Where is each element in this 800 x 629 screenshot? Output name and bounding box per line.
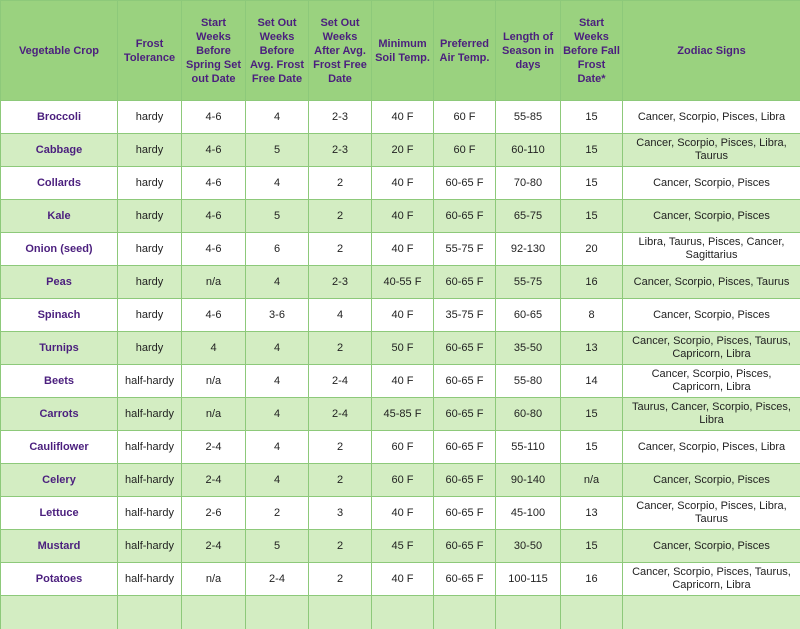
zodiac-cell: Cancer, Scorpio, Pisces, Libra	[623, 101, 800, 134]
frost-tolerance-cell: hardy	[118, 134, 182, 167]
start-weeks-spring-cell: 4	[182, 332, 246, 365]
air-temp-cell: 60-65 F	[434, 398, 496, 431]
frost-tolerance-cell: half-hardy	[118, 530, 182, 563]
start-weeks-spring-cell: 4-6	[182, 233, 246, 266]
crop-cell: Beets	[1, 365, 118, 398]
set-out-after-cell: 2	[309, 530, 372, 563]
header-frost-tolerance: Frost Tolerance	[118, 1, 182, 101]
season-length-cell	[496, 596, 561, 629]
table-row	[1, 530, 800, 563]
season-length-cell: 45-100	[496, 497, 561, 530]
start-weeks-fall-cell: 15	[561, 167, 623, 200]
table-row	[1, 431, 800, 464]
frost-tolerance-cell	[118, 596, 182, 629]
start-weeks-spring-cell: 2-4	[182, 530, 246, 563]
soil-temp-cell: 40 F	[372, 233, 434, 266]
air-temp-cell: 60-65 F	[434, 431, 496, 464]
start-weeks-fall-cell: 15	[561, 398, 623, 431]
zodiac-cell: Cancer, Scorpio, Pisces	[623, 299, 800, 332]
frost-tolerance-cell: half-hardy	[118, 563, 182, 596]
table-row	[1, 563, 800, 596]
table-row	[1, 596, 800, 629]
start-weeks-spring-cell: 4-6	[182, 134, 246, 167]
set-out-before-cell: 3-6	[246, 299, 309, 332]
frost-tolerance-cell: hardy	[118, 101, 182, 134]
soil-temp-cell: 60 F	[372, 431, 434, 464]
start-weeks-spring-cell: 2-6	[182, 497, 246, 530]
table-body	[1, 101, 800, 629]
zodiac-cell: Cancer, Scorpio, Pisces, Taurus, Capricorn, Libra	[623, 563, 800, 596]
zodiac-cell: Cancer, Scorpio, Pisces, Taurus, Capricorn, Libra	[623, 332, 800, 365]
header-preferred-air-temp: Preferred Air Temp.	[434, 1, 496, 101]
zodiac-cell: Cancer, Scorpio, Pisces	[623, 200, 800, 233]
crop-cell: Onion (seed)	[1, 233, 118, 266]
header-zodiac-signs: Zodiac Signs	[623, 1, 800, 101]
set-out-before-cell: 5	[246, 530, 309, 563]
header-vegetable-crop: Vegetable Crop	[1, 1, 118, 101]
start-weeks-spring-cell: 4-6	[182, 101, 246, 134]
air-temp-cell: 60-65 F	[434, 563, 496, 596]
crop-cell: Cabbage	[1, 134, 118, 167]
start-weeks-spring-cell: n/a	[182, 563, 246, 596]
start-weeks-fall-cell: 20	[561, 233, 623, 266]
frost-tolerance-cell: hardy	[118, 299, 182, 332]
zodiac-cell	[623, 596, 800, 629]
soil-temp-cell: 60 F	[372, 464, 434, 497]
header-set-out-weeks-before-frost: Set Out Weeks Before Avg. Frost Free Date	[246, 1, 309, 101]
soil-temp-cell: 40 F	[372, 167, 434, 200]
crop-cell: Lettuce	[1, 497, 118, 530]
table-row	[1, 200, 800, 233]
set-out-before-cell: 4	[246, 431, 309, 464]
zodiac-cell: Cancer, Scorpio, Pisces, Capricorn, Libra	[623, 365, 800, 398]
start-weeks-fall-cell: 15	[561, 101, 623, 134]
crop-cell: Kale	[1, 200, 118, 233]
start-weeks-fall-cell: 15	[561, 200, 623, 233]
season-length-cell: 55-80	[496, 365, 561, 398]
start-weeks-fall-cell: 16	[561, 563, 623, 596]
zodiac-cell: Taurus, Cancer, Scorpio, Pisces, Libra	[623, 398, 800, 431]
set-out-before-cell: 4	[246, 365, 309, 398]
zodiac-cell: Cancer, Scorpio, Pisces, Libra, Taurus	[623, 134, 800, 167]
crop-cell	[1, 596, 118, 629]
air-temp-cell	[434, 596, 496, 629]
season-length-cell: 55-75	[496, 266, 561, 299]
zodiac-cell: Cancer, Scorpio, Pisces, Taurus	[623, 266, 800, 299]
table-row	[1, 398, 800, 431]
set-out-after-cell: 2-3	[309, 134, 372, 167]
crop-cell: Collards	[1, 167, 118, 200]
season-length-cell: 90-140	[496, 464, 561, 497]
set-out-before-cell	[246, 596, 309, 629]
soil-temp-cell: 40 F	[372, 365, 434, 398]
set-out-before-cell: 2-4	[246, 563, 309, 596]
soil-temp-cell: 45 F	[372, 530, 434, 563]
table-row	[1, 167, 800, 200]
soil-temp-cell: 45-85 F	[372, 398, 434, 431]
set-out-after-cell: 2	[309, 200, 372, 233]
header-start-weeks-before-spring: Start Weeks Before Spring Set out Date	[182, 1, 246, 101]
frost-tolerance-cell: hardy	[118, 332, 182, 365]
table-row	[1, 101, 800, 134]
air-temp-cell: 60-65 F	[434, 464, 496, 497]
soil-temp-cell: 20 F	[372, 134, 434, 167]
soil-temp-cell: 40 F	[372, 497, 434, 530]
start-weeks-spring-cell: n/a	[182, 266, 246, 299]
set-out-before-cell: 4	[246, 101, 309, 134]
soil-temp-cell: 40-55 F	[372, 266, 434, 299]
frost-tolerance-cell: hardy	[118, 233, 182, 266]
season-length-cell: 35-50	[496, 332, 561, 365]
season-length-cell: 100-115	[496, 563, 561, 596]
set-out-after-cell: 2	[309, 167, 372, 200]
start-weeks-fall-cell: 13	[561, 332, 623, 365]
set-out-before-cell: 4	[246, 332, 309, 365]
air-temp-cell: 60 F	[434, 101, 496, 134]
header-minimum-soil-temp: Minimum Soil Temp.	[372, 1, 434, 101]
set-out-before-cell: 5	[246, 200, 309, 233]
air-temp-cell: 60-65 F	[434, 200, 496, 233]
set-out-after-cell: 2	[309, 563, 372, 596]
crop-cell: Spinach	[1, 299, 118, 332]
zodiac-cell: Cancer, Scorpio, Pisces	[623, 464, 800, 497]
air-temp-cell: 60-65 F	[434, 266, 496, 299]
set-out-after-cell: 2	[309, 431, 372, 464]
start-weeks-fall-cell: 15	[561, 530, 623, 563]
air-temp-cell: 60 F	[434, 134, 496, 167]
set-out-after-cell: 2	[309, 332, 372, 365]
season-length-cell: 30-50	[496, 530, 561, 563]
header-set-out-weeks-after-frost: Set Out Weeks After Avg. Frost Free Date	[309, 1, 372, 101]
set-out-after-cell: 2-4	[309, 398, 372, 431]
set-out-after-cell: 2	[309, 233, 372, 266]
start-weeks-fall-cell: 15	[561, 431, 623, 464]
soil-temp-cell: 40 F	[372, 563, 434, 596]
frost-tolerance-cell: hardy	[118, 200, 182, 233]
start-weeks-spring-cell: 2-4	[182, 431, 246, 464]
season-length-cell: 65-75	[496, 200, 561, 233]
frost-tolerance-cell: half-hardy	[118, 464, 182, 497]
start-weeks-fall-cell: 14	[561, 365, 623, 398]
crop-cell: Broccoli	[1, 101, 118, 134]
start-weeks-spring-cell: 4-6	[182, 299, 246, 332]
soil-temp-cell: 40 F	[372, 101, 434, 134]
air-temp-cell: 60-65 F	[434, 497, 496, 530]
table-row	[1, 134, 800, 167]
frost-tolerance-cell: half-hardy	[118, 431, 182, 464]
set-out-before-cell: 4	[246, 398, 309, 431]
air-temp-cell: 60-65 F	[434, 365, 496, 398]
start-weeks-fall-cell: 15	[561, 134, 623, 167]
soil-temp-cell	[372, 596, 434, 629]
air-temp-cell: 60-65 F	[434, 332, 496, 365]
set-out-before-cell: 6	[246, 233, 309, 266]
table-row	[1, 464, 800, 497]
set-out-before-cell: 4	[246, 464, 309, 497]
frost-tolerance-cell: hardy	[118, 266, 182, 299]
start-weeks-fall-cell: 8	[561, 299, 623, 332]
start-weeks-spring-cell	[182, 596, 246, 629]
zodiac-cell: Libra, Taurus, Pisces, Cancer, Sagittarius	[623, 233, 800, 266]
air-temp-cell: 35-75 F	[434, 299, 496, 332]
set-out-after-cell: 3	[309, 497, 372, 530]
zodiac-cell: Cancer, Scorpio, Pisces	[623, 167, 800, 200]
header-row	[1, 1, 800, 101]
start-weeks-spring-cell: 2-4	[182, 464, 246, 497]
crop-cell: Carrots	[1, 398, 118, 431]
season-length-cell: 55-85	[496, 101, 561, 134]
table-row	[1, 365, 800, 398]
table-row	[1, 497, 800, 530]
set-out-after-cell: 2-4	[309, 365, 372, 398]
soil-temp-cell: 40 F	[372, 299, 434, 332]
start-weeks-fall-cell	[561, 596, 623, 629]
soil-temp-cell: 50 F	[372, 332, 434, 365]
set-out-after-cell: 2	[309, 464, 372, 497]
air-temp-cell: 55-75 F	[434, 233, 496, 266]
zodiac-cell: Cancer, Scorpio, Pisces	[623, 530, 800, 563]
air-temp-cell: 60-65 F	[434, 530, 496, 563]
crop-cell: Potatoes	[1, 563, 118, 596]
zodiac-cell: Cancer, Scorpio, Pisces, Libra, Taurus	[623, 497, 800, 530]
set-out-before-cell: 4	[246, 167, 309, 200]
crop-cell: Celery	[1, 464, 118, 497]
season-length-cell: 60-110	[496, 134, 561, 167]
start-weeks-fall-cell: 13	[561, 497, 623, 530]
season-length-cell: 70-80	[496, 167, 561, 200]
start-weeks-spring-cell: n/a	[182, 365, 246, 398]
header-length-of-season: Length of Season in days	[496, 1, 561, 101]
crop-cell: Peas	[1, 266, 118, 299]
table-row	[1, 332, 800, 365]
table-row	[1, 266, 800, 299]
table-row	[1, 299, 800, 332]
crop-cell: Turnips	[1, 332, 118, 365]
start-weeks-spring-cell: 4-6	[182, 200, 246, 233]
season-length-cell: 60-80	[496, 398, 561, 431]
crop-cell: Mustard	[1, 530, 118, 563]
frost-tolerance-cell: half-hardy	[118, 497, 182, 530]
frost-tolerance-cell: hardy	[118, 167, 182, 200]
set-out-after-cell: 2-3	[309, 101, 372, 134]
soil-temp-cell: 40 F	[372, 200, 434, 233]
season-length-cell: 92-130	[496, 233, 561, 266]
set-out-before-cell: 2	[246, 497, 309, 530]
crop-cell: Cauliflower	[1, 431, 118, 464]
zodiac-cell: Cancer, Scorpio, Pisces, Libra	[623, 431, 800, 464]
set-out-after-cell: 2-3	[309, 266, 372, 299]
set-out-before-cell: 5	[246, 134, 309, 167]
table-row	[1, 233, 800, 266]
set-out-after-cell	[309, 596, 372, 629]
start-weeks-spring-cell: n/a	[182, 398, 246, 431]
start-weeks-fall-cell: n/a	[561, 464, 623, 497]
start-weeks-spring-cell: 4-6	[182, 167, 246, 200]
start-weeks-fall-cell: 16	[561, 266, 623, 299]
set-out-after-cell: 4	[309, 299, 372, 332]
season-length-cell: 60-65	[496, 299, 561, 332]
air-temp-cell: 60-65 F	[434, 167, 496, 200]
season-length-cell: 55-110	[496, 431, 561, 464]
header-start-weeks-before-fall: Start Weeks Before Fall Frost Date*	[561, 1, 623, 101]
frost-tolerance-cell: half-hardy	[118, 365, 182, 398]
frost-tolerance-cell: half-hardy	[118, 398, 182, 431]
set-out-before-cell: 4	[246, 266, 309, 299]
